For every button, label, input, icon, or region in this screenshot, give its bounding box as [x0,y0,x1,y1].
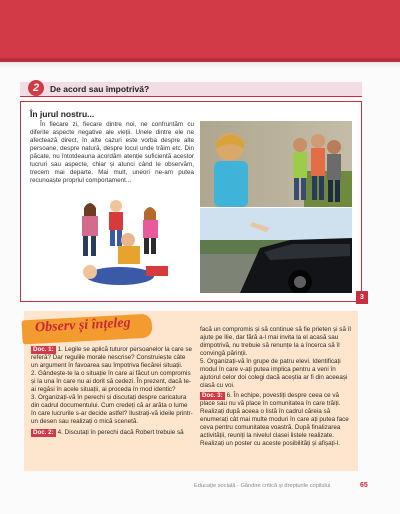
activity-text: facă un compromis și să continue să fie prieten și să îl ajute pe Ilie, dar fără a-l mai invita la el acasă sau dimpotrivă, nu trebuie să renunțe la a încerca să îl convingă părinții. [200,326,351,357]
activity-text: 4. Discutați în perechi dacă Robert trebuie să [57,429,184,436]
intro-title: În jurul nostru... [30,109,95,119]
activity-text: 1. Legile se aplică tuturor persoanelor la care se referă? Dar regulile morale nescrise? Construiește câte un argument în favoarea sau împotriva fiecărei situații. [31,346,193,369]
top-color-band [0,0,400,62]
activity-text: 2. Gândește-te la o situație în care ai făcut un compromis și la una în care nu ai dorit să cedezi. În prezent, dacă te-ai regăsi în acele situații, ai proceda în mod identic? [31,370,191,393]
page-number: 65 [360,482,368,489]
activity-text: 5. Organizați-vă în grupe de patru elevi. Identificați modul în care v-ați putea implica pentru a veni în ajutorul celor doi colegi dacă aceștia ar fi din aceeași clasă cu voi. [200,358,348,389]
activities-left-column [31,346,193,437]
footer-text: Educație socială - Gândire critică și drepturile copilului [194,483,331,489]
activity-item [31,370,193,394]
activities-right-column [200,326,353,448]
doc-badge: Doc. 1: [33,346,54,353]
page-tab-marker: 3 [356,291,368,304]
activity-item [200,392,353,448]
activity-item [31,394,193,426]
activity-text: 3. Organizați-vă în perechi și discutați despre caricatura din cadrul documentului. Cum credeți că ar arăta o lume în care lucrurile s-ar decide astfel? Ilustrați-vă ideile printr-un desen sau realizați o mică scenetă. [31,394,193,425]
activity-item [200,326,353,358]
page-edge-shadow [0,62,400,68]
car-photo [200,208,352,293]
activity-item [200,358,353,390]
activity-text: 6. În echipe, povestiți despre ceea ce vă place sau nu vă place în comunitatea în care trăiți. Realizați după aceea o listă în cadrul căreia să enumerați cât mai multe moduri în care ați putea face ceva pentru comunitatea voastră. După finalizarea activității, reuniți la nivelul clasei listele realizate. Realizați un poster cu aceste posibilități și afișați-l. [200,392,349,447]
activity-item [31,429,193,437]
doc-badge: Doc. 3: [202,392,223,399]
kids-fighting-illustration [66,196,184,292]
section-title: De acord sau împotrivă? [50,84,150,94]
doc-badge: Doc. 2: [33,429,54,436]
bullying-photo [200,121,352,207]
activities-title: Observ și înțeleg [34,315,131,336]
intro-text: În fiecare zi, fiecare dintre noi, ne confruntăm cu diferite aspecte negative ale vieții. Unele dintre ele ne afectează direct, în alte cazuri este vorba despre alte persoane, despre natură, despre locul unde trăim etc. Din păcate, nu întotdeauna acordăm atenție suficientă acestor lucruri sau aspecte, chiar și atunci când le observăm, trecem mai departe. Mai mult, uneori ne-am putea recunoaște propriul comportament... [30,121,194,184]
section-number-badge: 2 [28,80,44,96]
activity-item [31,346,193,370]
